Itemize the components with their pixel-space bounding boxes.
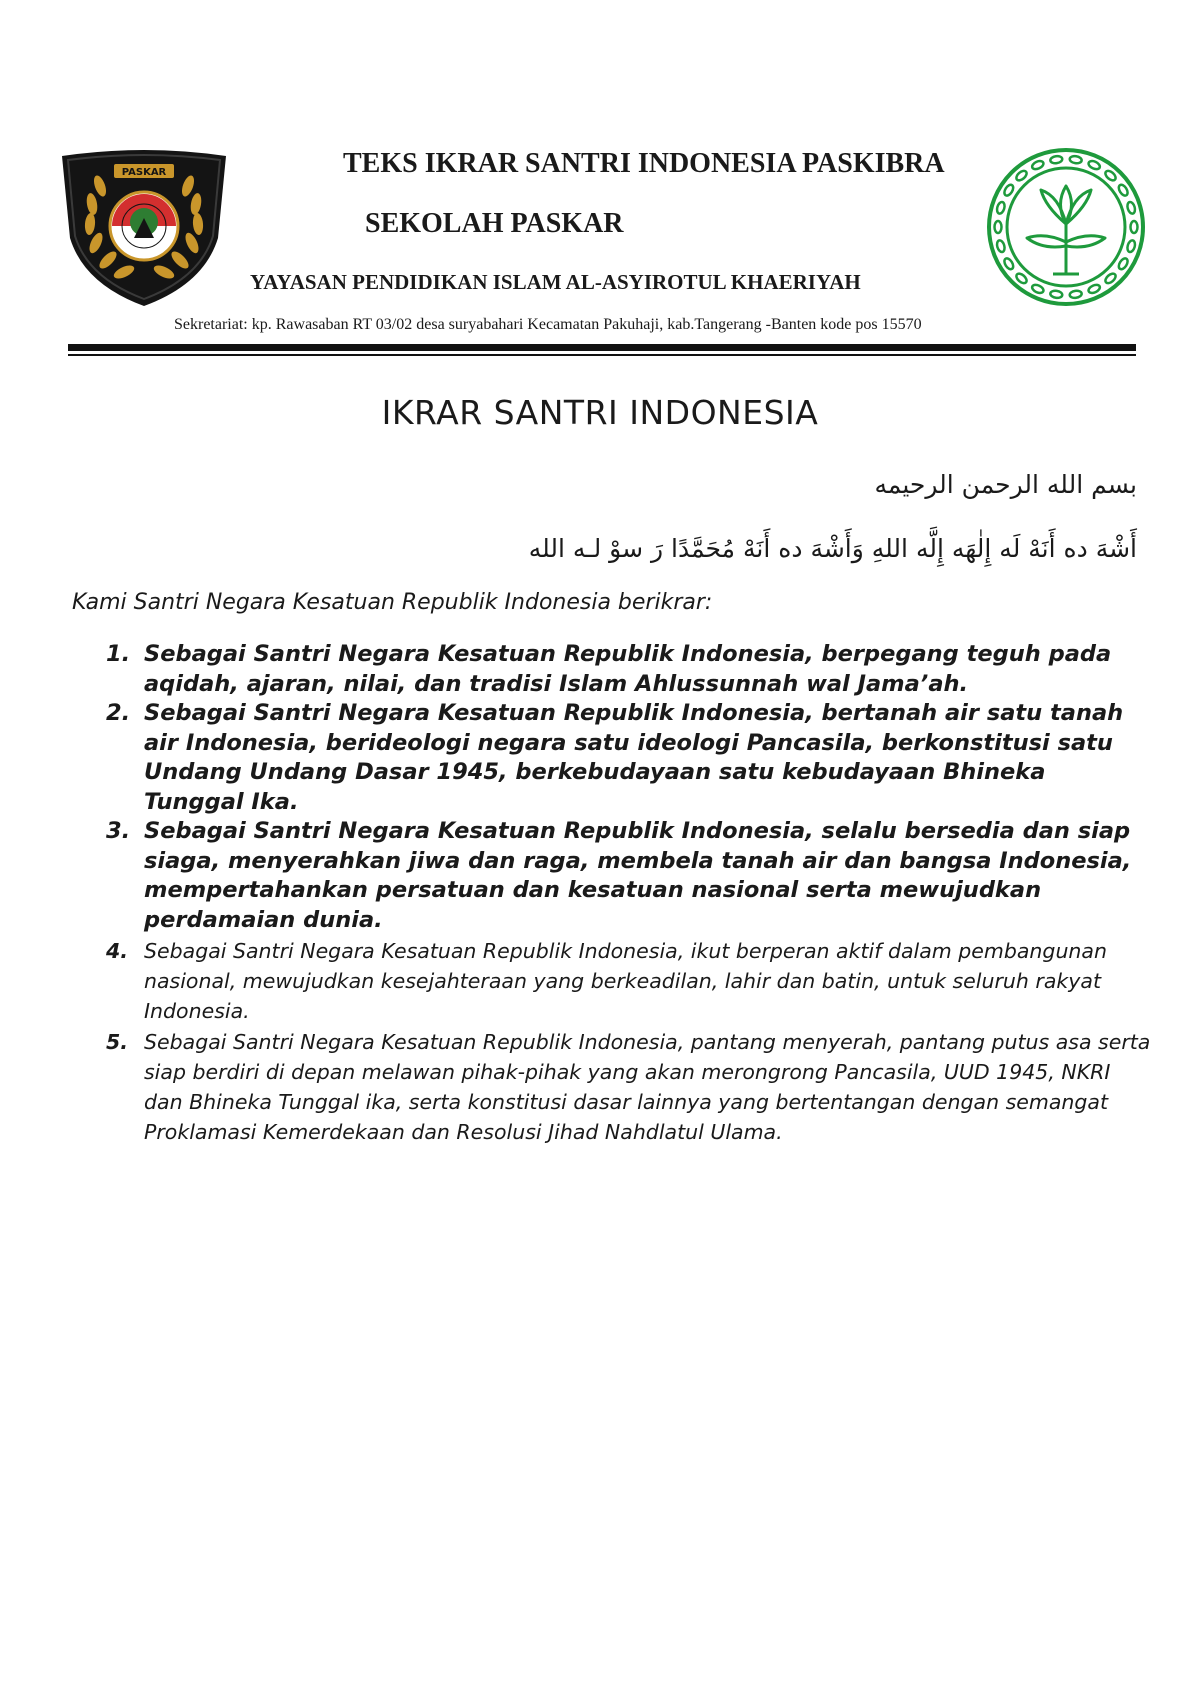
pledge-item-5 [72,1027,1152,1147]
letterhead-school-name: SEKOLAH PASKAR [365,208,624,239]
pledge-text: Sebagai Santri Negara Kesatuan Republik Indonesia, berpegang teguh pada aqidah, ajaran, nilai, dan tradisi Islam Ahlussunnah wal Jama’ah. [144,641,1112,697]
pledge-item-3 [72,817,1152,935]
letterhead-title: TEKS IKRAR SANTRI INDONESIA PASKIBRA [343,148,945,179]
pledge-item-2 [72,699,1152,817]
pledge-intro: Kami Santri Negara Kesatuan Republik Indonesia berikrar: [72,590,713,615]
letterhead-foundation-name: YAYASAN PENDIDIKAN ISLAM AL-ASYIROTUL KHAERIYAH [250,270,861,294]
arabic-shahada: أَشْهَ ده أَنَهْ لَه إِلٰهَه إِلَّه اللهِ وَأَشْهَ ده أَنَهْ مُحَمَّدًا رَ سوْ لـه الله [528,534,1137,563]
pledge-item-1 [72,640,1152,699]
pledge-item-4 [72,936,1152,1026]
pledge-text: Sebagai Santri Negara Kesatuan Republik Indonesia, ikut berperan aktif dalam pembangunan nasional, mewujudkan kesejahteraan yang berkeadilan, lahir dan batin, untuk seluruh rakyat Indonesia. [144,939,1107,1023]
letterhead-divider-thick [68,344,1136,351]
paskar-logo-ribbon-text: PASKAR [121,167,167,178]
pledge-text: Sebagai Santri Negara Kesatuan Republik Indonesia, pantang menyerah, pantang putus asa serta siap berdiri di depan melawan pihak-pihak yang akan merongrong Pancasila, UUD 1945, NKRI dan Bhineka Tunggal ika, serta konstitusi dasar lainnya yang bertentangan dengan semangat Proklamasi Kemerdekaan dan Resolusi Jihad Nahdlatul Ulama. [144,1030,1151,1144]
foundation-floral-logo [985,146,1147,308]
pledge-text: Sebagai Santri Negara Kesatuan Republik Indonesia, selalu bersedia dan siap siaga, menyerahkan jiwa dan raga, membela tanah air dan bangsa Indonesia, mempertahankan persatuan dan kesatuan nasional serta mewujudkan perdamaian dunia. [144,818,1132,933]
document-title: IKRAR SANTRI INDONESIA [381,393,819,432]
pledge-number: 4. [106,939,129,963]
pledge-list [72,640,1152,1147]
pledge-text: Sebagai Santri Negara Kesatuan Republik Indonesia, bertanah air satu tanah air Indonesia, berideologi negara satu ideologi Pancasila, berkonstitusi satu Undang Undang Dasar 1945, berkebudayaan satu kebudayaan Bhineka Tunggal Ika. [144,700,1124,815]
arabic-basmala: بسم الله الرحمن الرحيمه [874,470,1137,499]
letterhead-divider-thin [68,354,1136,356]
paskar-shield-logo [58,146,230,308]
letterhead-address: Sekretariat: kp. Rawasaban RT 03/02 desa suryabahari Kecamatan Pakuhaji, kab.Tangerang -Banten kode pos 15570 [174,316,922,333]
pledge-number: 5. [106,1030,129,1054]
pledge-number: 3. [106,818,131,844]
pledge-number: 2. [106,700,131,726]
pledge-number: 1. [106,641,131,667]
